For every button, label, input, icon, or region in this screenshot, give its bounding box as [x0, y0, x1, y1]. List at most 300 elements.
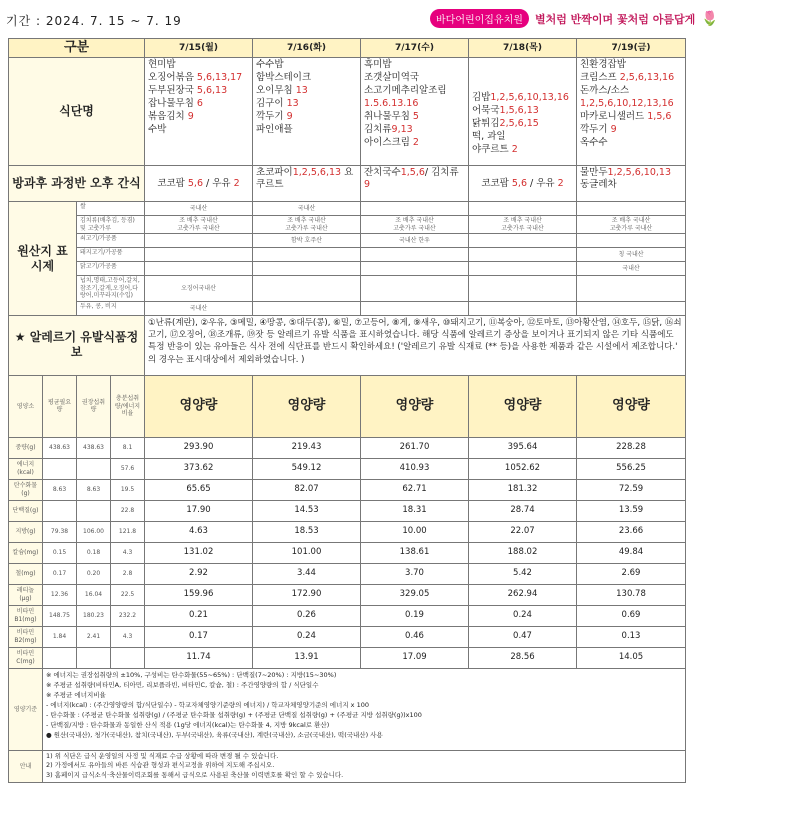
nutrient-value: 82.07: [253, 479, 361, 500]
guide-text: [43, 668, 686, 750]
allergy-code: 2: [511, 144, 518, 156]
guide-line: ※ 주평균 에너지비율: [46, 690, 106, 699]
nutrient-ref-ai: 4.3: [111, 542, 145, 563]
snack-name: 코코팝: [481, 177, 512, 189]
nutrient-header: 영양량: [253, 375, 361, 437]
origin-value: 조 배추 국내산 고춧가루 국내산: [361, 216, 469, 234]
origin-item: 쇠고기/가공품: [77, 234, 145, 248]
nutrient-value: 3.44: [253, 563, 361, 584]
allergy-code: 13: [295, 85, 308, 97]
nutrient-ref-ai: 8.1: [111, 437, 145, 458]
nutrient-ref-ear: 0.15: [43, 542, 77, 563]
menu-item: [472, 92, 573, 105]
origin-value: [145, 234, 253, 248]
nutrient-value: 17.90: [145, 500, 253, 521]
nutrient-value: 130.78: [577, 584, 686, 605]
menu-item: [256, 59, 357, 72]
nutrient-row: [9, 626, 686, 647]
nutrient-value: 101.00: [253, 542, 361, 563]
nutrient-ref-ear: 148.75: [43, 605, 77, 626]
nutrient-value: 188.02: [469, 542, 577, 563]
nutrient-value: 28.56: [469, 647, 577, 668]
nutrient-header: 영양량: [469, 375, 577, 437]
origin-value: [469, 262, 577, 276]
day-header: 7/18(목): [469, 39, 577, 58]
menu-item: [472, 66, 573, 79]
dish-name: 두부된장국: [148, 85, 197, 97]
origin-value: 국내산: [577, 262, 686, 276]
nutrient-value: 17.09: [361, 647, 469, 668]
origin-value: [253, 262, 361, 276]
dish-name: 볶음김치: [148, 111, 188, 123]
dish-name: 파인애플: [256, 124, 293, 136]
nutrient-value: 13.59: [577, 500, 686, 521]
nutrient-header: 영양량: [361, 375, 469, 437]
origin-value: 국내산: [145, 202, 253, 216]
nutrient-value: 293.90: [145, 437, 253, 458]
nutrient-value: 549.12: [253, 458, 361, 479]
snack-name: 잔치국수: [364, 167, 401, 179]
dish-name: 닭튀김: [472, 118, 500, 130]
nutrient-header: 권장섭취량: [77, 375, 111, 437]
allergy-code: 6: [196, 98, 203, 110]
origin-row: [9, 301, 686, 315]
nutrient-ref-ear: 8.63: [43, 479, 77, 500]
origin-value: [361, 276, 469, 302]
origin-value: 국내산: [253, 202, 361, 216]
dish-name: 친환경잡밥: [580, 59, 626, 71]
allergy-code: 2: [412, 137, 419, 149]
nutrient-value: 23.66: [577, 521, 686, 542]
dish-name: 현미밥: [148, 59, 176, 71]
guide-line: - 탄수화물 : (주평균 탄수화물 섭취량(g) / (주평균 탄수화물 섭취량(g) + (주평균 단백질 섭취량(g) + (주평균 지방 섭취량(g))x100: [46, 711, 422, 719]
nutrient-row: [9, 563, 686, 584]
origin-value: [577, 276, 686, 302]
nutrient-value: 0.24: [253, 626, 361, 647]
nutrient-value: 228.28: [577, 437, 686, 458]
menu-item: [256, 98, 357, 111]
origin-row: [9, 234, 686, 248]
menu-item: [580, 85, 682, 98]
nutrient-ref-rni: [77, 458, 111, 479]
menu-cell: [577, 58, 686, 166]
nutrient-value: 14.53: [253, 500, 361, 521]
nutrient-header: 영양량: [577, 375, 686, 437]
nutrient-value: 49.84: [577, 542, 686, 563]
nutrient-ref-rni: [77, 647, 111, 668]
nutrient-name: 비타민B2(mg): [9, 626, 43, 647]
nutrient-row: [9, 542, 686, 563]
nutrient-ref-ear: 0.17: [43, 563, 77, 584]
nutrient-value: 0.21: [145, 605, 253, 626]
origin-value: [577, 234, 686, 248]
allergy-code: 1,5,6,13: [499, 105, 539, 117]
menu-item: [256, 124, 357, 137]
guide-line: - 에너지(kcal) : (주간영양량의 합/식단일수) - 학교자체영양기준량의 에너지) / 학교자체영양기준의 에너지 x 100: [46, 700, 369, 709]
nutrient-value: 65.65: [145, 479, 253, 500]
origin-value: 함박 호주산: [253, 234, 361, 248]
origin-row: [9, 216, 686, 234]
origin-value: 국내산: [145, 301, 253, 315]
menu-item: [148, 85, 249, 98]
day-header: 7/15(월): [145, 39, 253, 58]
allergy-code: 9: [364, 179, 371, 191]
nutrient-ref-ai: 4.3: [111, 626, 145, 647]
nutrient-value: 0.13: [577, 626, 686, 647]
allergy-code: 1,2,5,6,13: [292, 167, 342, 179]
origin-value: [253, 301, 361, 315]
allergy-code: 1,2,5,6,10,12,13,16: [580, 98, 674, 110]
nutrient-header: 영양소: [9, 375, 43, 437]
menu-item: [364, 137, 465, 150]
period-text: 기간 : 2024. 7. 15 ~ 7. 19: [6, 14, 182, 28]
menu-item: [364, 85, 465, 98]
menu-item: [580, 137, 682, 150]
nutrient-value: 62.71: [361, 479, 469, 500]
origin-item: 두유, 콩, 비지: [77, 301, 145, 315]
origin-value: [469, 276, 577, 302]
nutrient-name: 탄수화물(g): [9, 479, 43, 500]
nutrient-value: 395.64: [469, 437, 577, 458]
nutrient-value: 3.70: [361, 563, 469, 584]
dish-name: 돈까스/소스: [580, 85, 630, 97]
menu-cell: [253, 58, 361, 166]
origin-value: 칭 국내산: [577, 248, 686, 262]
allergy-code: 5,6,13: [196, 85, 228, 97]
menu-item: [256, 85, 357, 98]
nutrient-ref-ai: [111, 647, 145, 668]
nutrient-ref-ai: 232.2: [111, 605, 145, 626]
guide-line: ● 원산(국내산), 청가(국내산), 참치(국내산), 두부(국내산), 육류(국내산), 계란(국내산), 소금(국내산), 떡(국내산) 사용: [46, 731, 383, 740]
dish-name: 옥수수: [580, 137, 608, 149]
origin-value: [469, 202, 577, 216]
snack-name: 물만두: [580, 167, 608, 179]
snack-name: / 김치류: [424, 167, 459, 179]
nutrient-value: 262.94: [469, 584, 577, 605]
nutrient-ref-rni: [77, 500, 111, 521]
nutrient-row: [9, 500, 686, 521]
origin-row: [9, 202, 686, 216]
snack-name: / 우유: [203, 177, 234, 189]
origin-value: 오징어국내산: [145, 276, 253, 302]
flower-icon: 🌷: [701, 10, 719, 27]
dish-name: 소고기메추리알조림: [364, 85, 447, 97]
nutrient-ref-rni: 2.41: [77, 626, 111, 647]
snack-cell: [253, 166, 361, 202]
allergy-row: [9, 315, 686, 375]
allergy-code: 5: [412, 111, 419, 123]
nutrient-value: 18.31: [361, 500, 469, 521]
menu-item: [472, 118, 573, 131]
menu-item: [148, 72, 249, 85]
nutrient-value: 0.17: [145, 626, 253, 647]
menu-item: [472, 131, 573, 144]
menu-item: [256, 111, 357, 124]
allergy-code: 5,6,13,17: [196, 72, 243, 84]
slogan: 별처럼 반짝이며 꽃처럼 아름답게: [534, 12, 696, 26]
nutrient-ref-rni: 0.18: [77, 542, 111, 563]
menu-label: 식단명: [9, 58, 145, 166]
nutrient-row: [9, 647, 686, 668]
allergy-code: 2,5,6,13,16: [619, 72, 675, 84]
guide-line: ※ 에너지는 권장섭취량의 ±10%, 구성비는 탄수화물(55~65%) : 단백질(7~20%) : 지방(15~30%): [46, 670, 337, 679]
nutrient-ref-rni: 16.04: [77, 584, 111, 605]
allergy-code: 5,6: [187, 177, 203, 189]
origin-value: [469, 301, 577, 315]
dish-name: 취나물무침: [364, 111, 413, 123]
notice-line: 3) 홈페이지 급식소식·축산물이력조회를 통해서 급식으로 사용된 축산물 이력번호를 확인 할 수 있습니다.: [46, 770, 344, 779]
nutrient-ref-ai: 121.8: [111, 521, 145, 542]
nutrient-value: 2.92: [145, 563, 253, 584]
allergy-code: 5,6: [511, 177, 527, 189]
allergy-code: 1,2,5,6,10,13: [607, 167, 671, 179]
origin-value: [145, 262, 253, 276]
nutrient-row: [9, 584, 686, 605]
nutrient-value: 22.07: [469, 521, 577, 542]
nutrient-name: 단백질(g): [9, 500, 43, 521]
origin-item: 쌀: [77, 202, 145, 216]
nutrient-header-row: [9, 375, 686, 437]
origin-value: 조 배추 국내산 고춧가루 국내산: [253, 216, 361, 234]
menu-cell: [361, 58, 469, 166]
allergy-code: 1,2,5,6,10,13,16: [490, 92, 569, 104]
allergy-code: 2,5,6,15: [499, 118, 539, 130]
origin-value: [253, 248, 361, 262]
menu-item: [364, 59, 465, 72]
guide-label: 영양기준: [9, 668, 43, 750]
nutrient-value: 11.74: [145, 647, 253, 668]
origin-value: [253, 276, 361, 302]
dish-name: 김구이: [256, 98, 287, 110]
snack-cell: [145, 166, 253, 202]
allergy-code: 13: [286, 98, 299, 110]
nutrient-value: 329.05: [361, 584, 469, 605]
notice-text: [43, 750, 686, 782]
menu-item: [148, 59, 249, 72]
nutrient-value: 138.61: [361, 542, 469, 563]
menu-item: [148, 124, 249, 137]
guide-line: - 단백질/지방 : 탄수화물과 동일한 산식 적용 (1g당 에너지(kcal)는 탄수화물 4, 지방 9kcal로 환산): [46, 721, 330, 730]
allergy-code: 9: [187, 111, 194, 123]
menu-item: [364, 98, 465, 111]
allergy-text: ①난류(계란), ②우유, ③메밀, ④땅콩, ⑤대두(콩), ⑥밀, ⑦고등어, ⑧게, ⑨새우, ⑩돼지고기, ⑪복숭아, ⑫토마토, ⑬아황산염, ⑭호두, ⑮닭, ⑯쇠고기, ⑰오징어, ⑱조개류, ⑲잣 등 알레르기 유발 식품을 표시하였습니다. 해당 식품에 알레르기 증상을 보이거나 표기되지 않은 기타 식품에도 특정 반응이 있는 유아들은 식사 전에 식단표를 반드시 확인하세요! ('알레르기 유발 식재료 (** 등)을 사용한 제품과 같은 시설에서 제조합니다.' 의 경우는 표시대상에서 제외하였습니다. ): [145, 315, 686, 375]
menu-cell: [469, 58, 577, 166]
notice-line: 2) 가정에서도 유아들의 바른 식습관 형성과 편식교정을 위하여 지도해 주십시오.: [46, 761, 275, 770]
origin-item: 돼지고기/가공품: [77, 248, 145, 262]
menu-item: [580, 72, 682, 85]
meal-plan-table: [8, 38, 686, 783]
menu-item: [580, 59, 682, 72]
dish-name: 깍두기: [256, 111, 287, 123]
nutrient-ref-ear: [43, 647, 77, 668]
allergy-code: 2: [233, 177, 240, 189]
nutrient-value: 410.93: [361, 458, 469, 479]
nutrient-row: [9, 458, 686, 479]
brand: [430, 9, 719, 28]
origin-item: 김치류(배추김, 등겸) 및 고춧가루: [77, 216, 145, 234]
menu-item: [472, 79, 573, 92]
snack-name: / 우유: [527, 177, 558, 189]
day-header-row: [9, 39, 686, 58]
nutrient-ref-ai: 22.8: [111, 500, 145, 521]
origin-value: [361, 262, 469, 276]
allergy-code: 2: [557, 177, 564, 189]
snack-row: [9, 166, 686, 202]
nutrient-header: 평균필요량: [43, 375, 77, 437]
dish-name: 오징어볶음: [148, 72, 197, 84]
notice-line: 1) 위 식단은 급식 운영일의 사정 및 식재료 수급 상황에 따라 변경 될 수 있습니다.: [46, 751, 279, 760]
allergy-code: 1.5.6.13.16: [364, 98, 419, 110]
nutrient-row: [9, 437, 686, 458]
origin-value: 국내산 한우: [361, 234, 469, 248]
page-header: [0, 0, 790, 38]
dish-name: 잡나물무침: [148, 98, 197, 110]
snack-label: 방과후 과정반 오후 간식: [9, 166, 145, 202]
origin-value: [469, 248, 577, 262]
dish-name: 함박스테이크: [256, 72, 312, 84]
nutrient-value: 4.63: [145, 521, 253, 542]
menu-item: [364, 111, 465, 124]
dish-name: 깍두기: [580, 124, 611, 136]
origin-value: [469, 234, 577, 248]
dish-name: 어묵국: [472, 105, 500, 117]
origin-value: 조 배추 국내산 고춧가루 국내산: [469, 216, 577, 234]
snack-name: 요쿠르트: [256, 167, 354, 191]
snack-name: 초코파이: [256, 167, 293, 179]
menu-item: [364, 124, 465, 137]
day-header: 7/17(수): [361, 39, 469, 58]
nutrient-ref-rni: 106.00: [77, 521, 111, 542]
nutrient-name: 비타민C(mg): [9, 647, 43, 668]
nutrient-ref-ear: [43, 500, 77, 521]
menu-cell: [145, 58, 253, 166]
nutrient-row: [9, 605, 686, 626]
nutrient-name: 에너지(kcal): [9, 458, 43, 479]
nutrient-value: 0.26: [253, 605, 361, 626]
nutrient-value: 0.69: [577, 605, 686, 626]
nutrient-header: 영양량: [145, 375, 253, 437]
menu-item: [256, 72, 357, 85]
nutrient-value: 13.91: [253, 647, 361, 668]
dish-name: 오이무침: [256, 85, 296, 97]
kindergarten-logo: 바다어린이집유치원: [430, 9, 529, 28]
dish-name: 흑미밥: [364, 59, 392, 71]
nutrient-row: [9, 479, 686, 500]
nutrient-value: 181.32: [469, 479, 577, 500]
menu-item: [472, 144, 573, 157]
menu-item: [580, 111, 682, 124]
nutrient-value: 0.47: [469, 626, 577, 647]
origin-label: 원산지 표시제: [9, 202, 77, 316]
notice-row: [9, 750, 686, 782]
nutrient-value: 14.05: [577, 647, 686, 668]
menu-item: [148, 111, 249, 124]
menu-item: [364, 72, 465, 85]
menu-item: [148, 98, 249, 111]
menu-item: [472, 105, 573, 118]
origin-value: [361, 202, 469, 216]
origin-row: [9, 262, 686, 276]
origin-value: 조 배추 국내산 고춧가루 국내산: [145, 216, 253, 234]
nutrient-name: 중량(g): [9, 437, 43, 458]
nutrient-ref-rni: 180.23: [77, 605, 111, 626]
snack-cell: [469, 166, 577, 202]
allergy-code: 9,13: [391, 124, 413, 136]
origin-value: [145, 248, 253, 262]
nutrient-value: 131.02: [145, 542, 253, 563]
nutrient-ref-ear: 79.38: [43, 521, 77, 542]
day-header: 7/16(화): [253, 39, 361, 58]
nutrient-value: 2.69: [577, 563, 686, 584]
nutrient-value: 18.53: [253, 521, 361, 542]
origin-value: [577, 202, 686, 216]
nutrient-ref-rni: 438.63: [77, 437, 111, 458]
origin-row: [9, 276, 686, 302]
nutrient-ref-ear: 1.84: [43, 626, 77, 647]
nutrient-ref-ear: [43, 458, 77, 479]
nutrient-value: 1052.62: [469, 458, 577, 479]
allergy-label: ★ 알레르기 유발식품정보: [9, 315, 145, 375]
nutrient-value: 0.19: [361, 605, 469, 626]
allergy-code: 1,5,6: [647, 111, 672, 123]
origin-value: 조 배추 국내산 고춧가루 국내산: [577, 216, 686, 234]
nutrient-ref-rni: 0.20: [77, 563, 111, 584]
nutrient-ref-ai: 2.8: [111, 563, 145, 584]
nutrient-name: 비타민B1(mg): [9, 605, 43, 626]
nutrient-header: 충분섭취량/에너지비율: [111, 375, 145, 437]
dish-name: 조갯살미역국: [364, 72, 420, 84]
menu-item: [580, 98, 682, 111]
allergy-code: 9: [286, 111, 293, 123]
nutrient-ref-ai: 22.5: [111, 584, 145, 605]
notice-label: 안내: [9, 750, 43, 782]
origin-item: 넙치,명태,고등어,갈치,참조기,갈게,오징어,다랑어,미꾸라지(수입): [77, 276, 145, 302]
nutrient-row: [9, 521, 686, 542]
allergy-code: 9: [610, 124, 617, 136]
dish-name: 수수밥: [256, 59, 284, 71]
nutrient-name: 레티놀(μg): [9, 584, 43, 605]
nutrient-value: 219.43: [253, 437, 361, 458]
dish-name: 떡, 과일: [472, 131, 506, 143]
menu-row: [9, 58, 686, 166]
day-header: 7/19(금): [577, 39, 686, 58]
nutrient-value: 0.46: [361, 626, 469, 647]
nutrient-ref-ear: 12.36: [43, 584, 77, 605]
nutrient-value: 5.42: [469, 563, 577, 584]
nutrient-value: 72.59: [577, 479, 686, 500]
nutrient-name: 칼슘(mg): [9, 542, 43, 563]
guide-row: [9, 668, 686, 750]
menu-item: [580, 124, 682, 137]
snack-name: 코코팝: [157, 177, 188, 189]
nutrient-ref-ear: 438.63: [43, 437, 77, 458]
nutrient-value: 172.90: [253, 584, 361, 605]
allergy-code: 1,5,6: [400, 167, 425, 179]
nutrient-ref-ai: 57.6: [111, 458, 145, 479]
nutrient-name: 철(mg): [9, 563, 43, 584]
nutrient-value: 28.74: [469, 500, 577, 521]
category-label: 구분: [9, 39, 145, 58]
nutrient-ref-rni: 8.63: [77, 479, 111, 500]
snack-cell: [577, 166, 686, 202]
nutrient-value: 159.96: [145, 584, 253, 605]
nutrient-value: 0.24: [469, 605, 577, 626]
nutrient-ref-ai: 19.5: [111, 479, 145, 500]
snack-cell: [361, 166, 469, 202]
nutrient-value: 10.00: [361, 521, 469, 542]
origin-item: 닭고기/가공품: [77, 262, 145, 276]
dish-name: 아이스크림: [364, 137, 413, 149]
